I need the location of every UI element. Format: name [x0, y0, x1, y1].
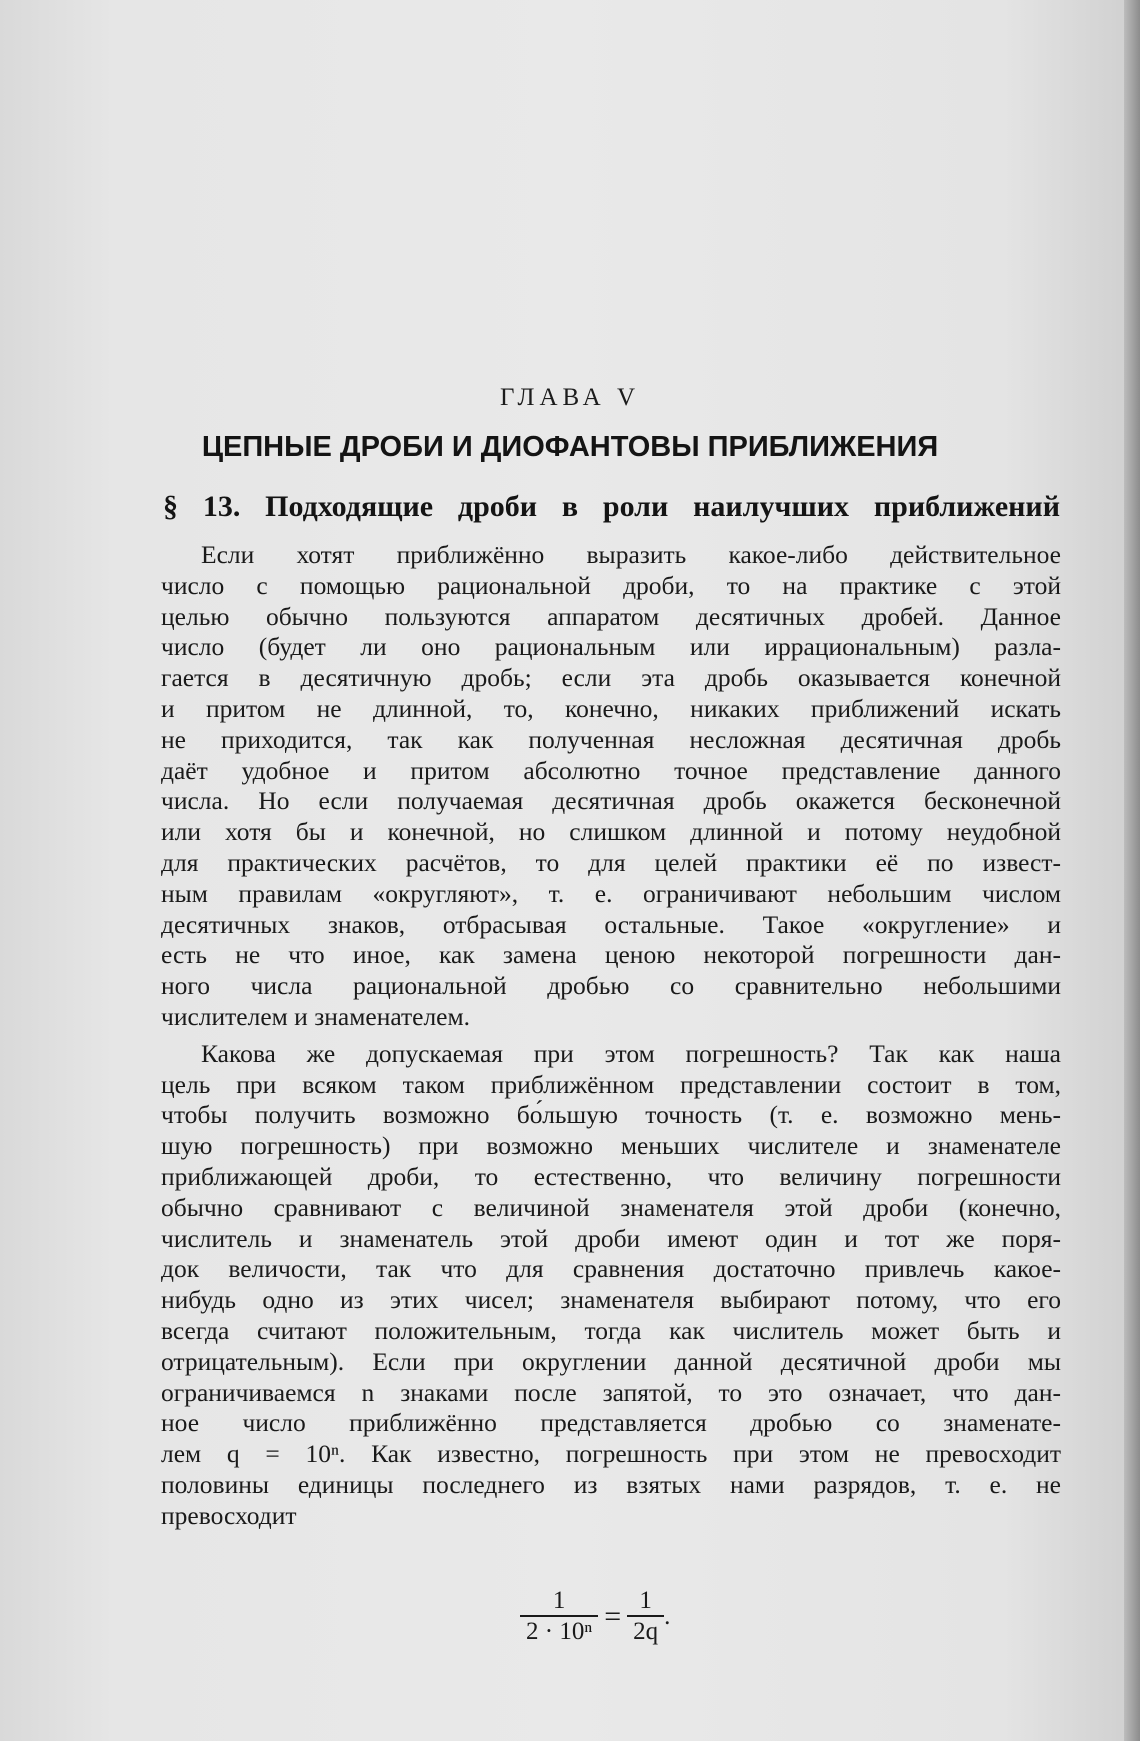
text-line: и притом не длинной, то, конечно, никаких приближений искать: [161, 693, 1061, 723]
text-line: док величости, так что для сравнения достаточно привлечь какое-: [161, 1254, 1061, 1284]
text-line: ного числа рациональной дробью со сравнительно небольшими: [161, 971, 1061, 1001]
text-line: числителем и знаменателем.: [161, 1001, 471, 1031]
formula: [520, 1587, 670, 1647]
formula-right-denominator: 2q: [627, 1615, 664, 1647]
text-line: отрицательным). Если при округлении данной десятичной дроби мы: [161, 1346, 1061, 1376]
text-line: обычно сравнивают с величиной знаменателя этой дроби (конечно,: [161, 1192, 1061, 1222]
text-line: лем q = 10ⁿ. Как известно, погрешность при этом не превосходит: [161, 1439, 1061, 1469]
text-line: всегда считают положительным, тогда как числитель может быть и: [161, 1315, 1061, 1345]
formula-left-fraction: [520, 1587, 598, 1647]
formula-left-numerator: 1: [552, 1587, 566, 1614]
formula-equals-sign: =: [604, 1600, 622, 1633]
section-title: § 13. Подходящие дроби в роли наилучших приближений: [163, 490, 1060, 523]
text-line: есть не что иное, как замена ценою некоторой погрешности дан-: [161, 940, 1061, 970]
formula-right-fraction: [627, 1587, 664, 1647]
body-text: [161, 540, 1061, 1532]
text-line: приближающей дроби, то естественно, что величину погрешности: [161, 1161, 1061, 1191]
formula-left-denominator: 2 · 10ⁿ: [520, 1615, 598, 1647]
text-line: целью обычно пользуются аппаратом десятичных дробей. Данное: [161, 601, 1061, 631]
text-line: десятичных знаков, отбрасывая остальные. Такое «округление» и: [161, 909, 1061, 939]
text-line: числа. Но если получаемая десятичная дробь окажется бесконечной: [161, 786, 1061, 816]
formula-right-numerator: 1: [639, 1587, 652, 1614]
text-line: чтобы получить возможно бо́льшую точность (т. е. возможно мень-: [161, 1100, 1061, 1130]
text-line: даёт удобное и притом абсолютно точное представление данного: [161, 755, 1061, 785]
text-line: Если хотят приближённо выразить какое-либо действительное: [201, 540, 1061, 569]
text-line: нибудь одно из этих чисел; знаменателя выбирают потому, что его: [161, 1285, 1061, 1315]
text-line: Какова же допускаемая при этом погрешность? Так как наша: [201, 1038, 1061, 1068]
text-line: гается в десятичную дробь; если эта дробь оказывается конечной: [161, 663, 1061, 693]
paragraph-1: [161, 540, 1061, 1033]
chapter-label: ГЛАВА V: [499, 384, 641, 411]
text-line: число с помощью рациональной дроби, то на практике с этой: [161, 570, 1061, 600]
text-line: превосходит: [161, 1500, 297, 1530]
text-line: ное число приближённо представляется дробью со знаменате-: [161, 1408, 1061, 1438]
formula-terminator: .: [664, 1603, 671, 1630]
text-line: ограничиваемся n знаками после запятой, то это означает, что дан-: [161, 1377, 1061, 1407]
text-line: или хотя бы и конечной, но слишком длинной и потому неудобной: [161, 817, 1061, 847]
text-line: число (будет ли оно рациональным или иррациональным) разла-: [161, 632, 1061, 662]
chapter-title: ЦЕПНЫЕ ДРОБИ И ДИОФАНТОВЫ ПРИБЛИЖЕНИЯ: [201, 431, 939, 463]
paragraph-2: [161, 1039, 1061, 1532]
text-line: шую погрешность) при возможно меньших числителе и знаменателе: [161, 1131, 1061, 1161]
text-line: не приходится, так как полученная несложная десятичная дробь: [161, 724, 1061, 754]
page-gutter: [1124, 0, 1140, 1741]
text-line: ным правилам «округляют», т. е. ограничивают небольшим числом: [161, 878, 1061, 908]
text-line: половины единицы последнего из взятых нами разрядов, т. е. не: [161, 1469, 1061, 1499]
text-line: для практических расчётов, то для целей практики её по извест-: [161, 847, 1061, 877]
text-line: числитель и знаменатель этой дроби имеют один и тот же поря-: [161, 1223, 1061, 1253]
text-line: цель при всяком таком приближённом представлении состоит в том,: [161, 1069, 1061, 1099]
